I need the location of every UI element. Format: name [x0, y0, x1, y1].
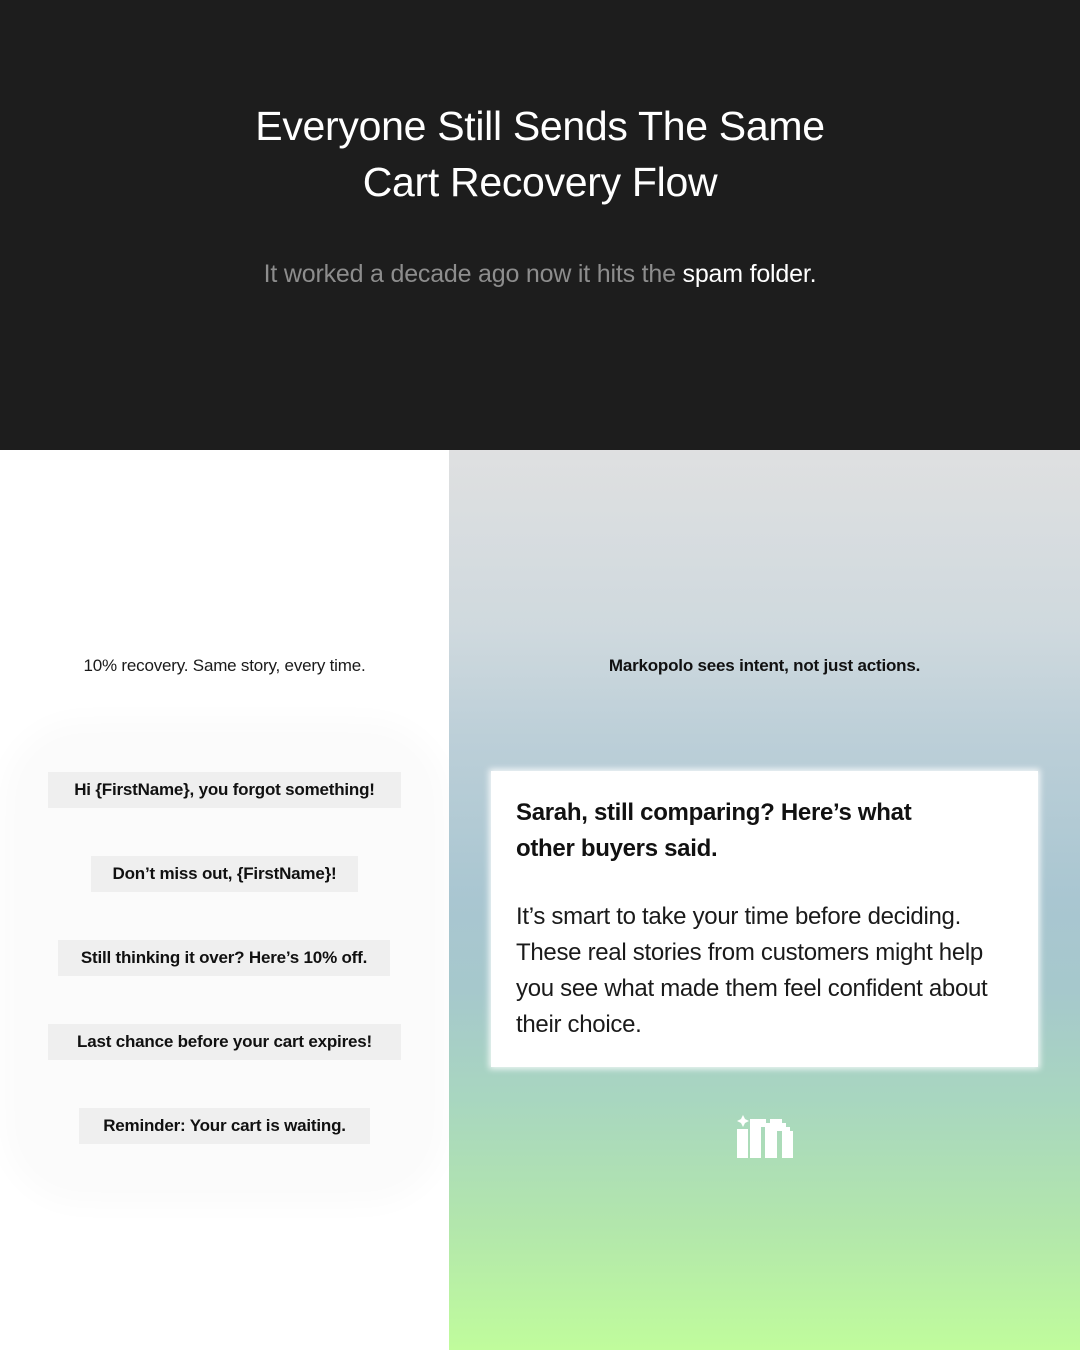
generic-message-5: Reminder: Your cart is waiting. — [79, 1108, 370, 1144]
markopolo-panel — [449, 450, 1080, 1350]
generic-flow-panel — [0, 450, 449, 1350]
hero-title — [0, 98, 1080, 210]
generic-message-3: Still thinking it over? Here’s 10% off. — [58, 940, 390, 976]
card-body: It’s smart to take your time before deciding. These real stories from customers might help you see what made them feel confident about their choice. — [516, 903, 988, 1038]
generic-flow-caption: 10% recovery. Same story, every time. — [83, 656, 366, 675]
hero-subtitle — [0, 258, 1080, 290]
markopolo-logo-icon — [736, 1113, 794, 1159]
generic-message-2: Don’t miss out, {FirstName}! — [91, 856, 358, 892]
generic-message-1: Hi {FirstName}, you forgot something! — [48, 772, 401, 808]
generic-message-4: Last chance before your cart expires! — [48, 1024, 401, 1060]
markopolo-caption: Markopolo sees intent, not just actions. — [608, 656, 921, 675]
card-title: Sarah, still comparing? Here’s what other buyers said. — [516, 799, 912, 862]
hero-section — [0, 0, 1080, 450]
personalized-message-card — [491, 771, 1038, 1067]
hero-subtitle-highlight: spam folder. — [682, 260, 817, 288]
hero-title-line-1: Everyone Still Sends The Same — [255, 103, 825, 149]
hero-title-line-2: Cart Recovery Flow — [362, 159, 718, 205]
hero-subtitle-text: It worked a decade ago now it hits the — [263, 260, 683, 288]
